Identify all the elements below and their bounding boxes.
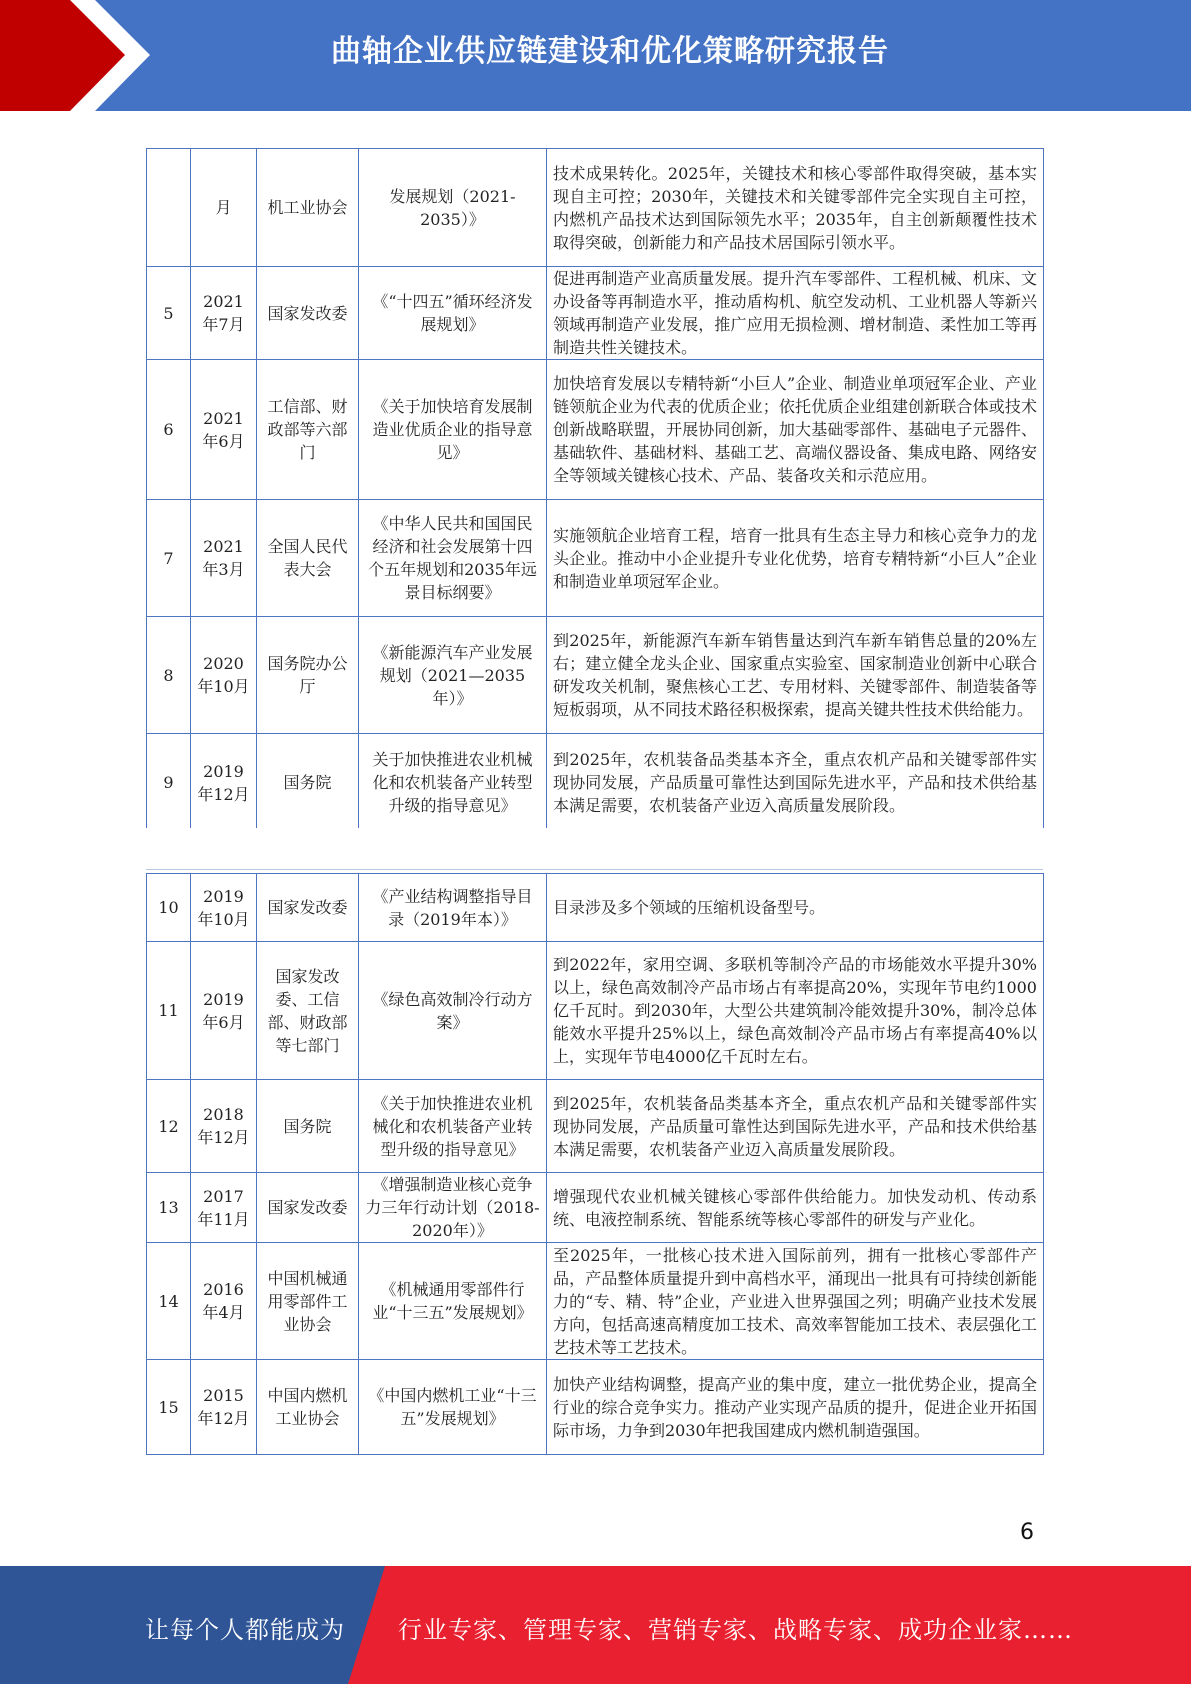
table-page-break: [140, 828, 1050, 860]
table-row: [147, 149, 1044, 267]
page-title: 曲轴企业供应链建设和优化策略研究报告: [331, 34, 889, 69]
policy-document: 《“十四五”循环经济发展规划》: [359, 267, 547, 360]
policy-document: 《关于加快推进农业机械化和农机装备产业转型升级的指导意见》: [359, 1080, 547, 1173]
release-date: 2019年6月: [191, 942, 257, 1080]
table-row: [147, 1243, 1044, 1360]
policy-content: 目录涉及多个领域的压缩机设备型号。: [547, 874, 1044, 942]
issuing-department: 国务院办公厅: [257, 617, 359, 734]
policy-content: 至2025年，一批核心技术进入国际前列，拥有一批核心零部件产品，产品整体质量提升到中高档水平，涌现出一批具有可持续创新能力的“专、精、特”企业，产业进入世界强国之列；明确产业技术发展方向，包括高速高精度加工技术、高效率智能加工技术、表层强化工艺技术等工艺技术。: [547, 1243, 1044, 1360]
issuing-department: 工信部、财政部等六部门: [257, 360, 359, 500]
policy-content: 到2025年，新能源汽车新车销售量达到汽车新车销售总量的20%左右；建立健全龙头企业、国家重点实验室、国家制造业创新中心联合研发攻关机制，聚焦核心工艺、专用材料、关键零部件、制造装备等短板弱项，从不同技术路径积极探索，提高关键共性技术供给能力。: [547, 617, 1044, 734]
table-row: [147, 360, 1044, 500]
row-number: 10: [147, 874, 191, 942]
row-number: 12: [147, 1080, 191, 1173]
policy-document: 《绿色高效制冷行动方案》: [359, 942, 547, 1080]
issuing-department: 国家发改委: [257, 267, 359, 360]
policy-content: 技术成果转化。2025年，关键技术和核心零部件取得突破，基本实现自主可控；2030年，关键技术和关键零部件完全实现自主可控，内燃机产品技术达到国际领先水平；2035年，自主创新颠覆性技术取得突破，创新能力和产品技术居国际引领水平。: [547, 149, 1044, 267]
policy-content: 到2025年，农机装备品类基本齐全，重点农机产品和关键零部件实现协同发展，产品质量可靠性达到国际先进水平，产品和技术供给基本满足需要，农机装备产业迈入高质量发展阶段。: [547, 734, 1044, 832]
issuing-department: 国家发改委: [257, 1173, 359, 1243]
policy-content: 到2022年，家用空调、多联机等制冷产品的市场能效水平提升30%以上，绿色高效制冷产品市场占有率提高20%，实现年节电约1000亿千瓦时。到2030年，大型公共建筑制冷能效提升30%，制冷总体能效水平提升25%以上，绿色高效制冷产品市场占有率提高40%以上，实现年节电4000亿千瓦时左右。: [547, 942, 1044, 1080]
release-date: 2016年4月: [191, 1243, 257, 1360]
issuing-department: 国务院: [257, 734, 359, 832]
policy-table-bottom: [146, 873, 1044, 1455]
issuing-department: 机工业协会: [257, 149, 359, 267]
divider: [146, 869, 1043, 870]
policy-document: 《增强制造业核心竞争力三年行动计划（2018-2020年）》: [359, 1173, 547, 1243]
issuing-department: 中国机械通用零部件工业协会: [257, 1243, 359, 1360]
footer-slogan-right: 行业专家、管理专家、营销专家、战略专家、成功企业家……: [398, 1616, 1073, 1644]
release-date: 2018年12月: [191, 1080, 257, 1173]
release-date: 2021年7月: [191, 267, 257, 360]
header-chevron-icon: [0, 0, 160, 111]
policy-table-top: [146, 148, 1044, 832]
issuing-department: 中国内燃机工业协会: [257, 1360, 359, 1455]
row-number: 8: [147, 617, 191, 734]
policy-document: 《机械通用零部件行业“十三五”发展规划》: [359, 1243, 547, 1360]
table-row: [147, 734, 1044, 832]
page-number: 6: [1020, 1520, 1034, 1545]
issuing-department: 国家发改委、工信部、财政部等七部门: [257, 942, 359, 1080]
table-row: [147, 874, 1044, 942]
row-number: 6: [147, 360, 191, 500]
release-date: 2021年6月: [191, 360, 257, 500]
row-number: 11: [147, 942, 191, 1080]
policy-document: 《关于加快培育发展制造业优质企业的指导意见》: [359, 360, 547, 500]
policy-content: 到2025年，农机装备品类基本齐全，重点农机产品和关键零部件实现协同发展，产品质量可靠性达到国际先进水平，产品和技术供给基本满足需要，农机装备产业迈入高质量发展阶段。: [547, 1080, 1044, 1173]
release-date: 2015年12月: [191, 1360, 257, 1455]
policy-document: 关于加快推进农业机械化和农机装备产业转型升级的指导意见》: [359, 734, 547, 832]
policy-document: 发展规划（2021-2035）》: [359, 149, 547, 267]
row-number: 14: [147, 1243, 191, 1360]
row-number: 9: [147, 734, 191, 832]
row-number: 13: [147, 1173, 191, 1243]
row-number: [147, 149, 191, 267]
policy-document: 《中国内燃机工业“十三五”发展规划》: [359, 1360, 547, 1455]
release-date: 2017年11月: [191, 1173, 257, 1243]
table-row: [147, 1080, 1044, 1173]
policy-content: 加快产业结构调整，提高产业的集中度，建立一批优势企业，提高全行业的综合竞争实力。推动产业实现产品质的提升，促进企业开拓国际市场，力争到2030年把我国建成内燃机制造强国。: [547, 1360, 1044, 1455]
row-number: 15: [147, 1360, 191, 1455]
table-row: [147, 942, 1044, 1080]
policy-content: 促进再制造产业高质量发展。提升汽车零部件、工程机械、机床、文办设备等再制造水平，推动盾构机、航空发动机、工业机器人等新兴领域再制造产业发展，推广应用无损检测、增材制造、柔性加工等再制造共性关键技术。: [547, 267, 1044, 360]
policy-content: 增强现代农业机械关键核心零部件供给能力。加快发动机、传动系统、电液控制系统、智能系统等核心零部件的研发与产业化。: [547, 1173, 1044, 1243]
issuing-department: 国家发改委: [257, 874, 359, 942]
release-date: 月: [191, 149, 257, 267]
policy-content: 加快培育发展以专精特新“小巨人”企业、制造业单项冠军企业、产业链领航企业为代表的优质企业；依托优质企业组建创新联合体或技术创新战略联盟，开展协同创新，加大基础零部件、基础电子元器件、基础软件、基础材料、基础工艺、高端仪器设备、集成电路、网络安全等领域关键核心技术、产品、装备攻关和示范应用。: [547, 360, 1044, 500]
policy-document: 《产业结构调整指导目录（2019年本）》: [359, 874, 547, 942]
footer-slogan-left: 让每个人都能成为: [145, 1616, 345, 1644]
table-row: [147, 500, 1044, 617]
table-row: [147, 267, 1044, 360]
issuing-department: 国务院: [257, 1080, 359, 1173]
policy-content: 实施领航企业培育工程，培育一批具有生态主导力和核心竞争力的龙头企业。推动中小企业提升专业化优势，培育专精特新“小巨人”企业和制造业单项冠军企业。: [547, 500, 1044, 617]
table-row: [147, 1360, 1044, 1455]
issuing-department: 全国人民代表大会: [257, 500, 359, 617]
policy-document: 《新能源汽车产业发展规划（2021—2035年）》: [359, 617, 547, 734]
row-number: 5: [147, 267, 191, 360]
table-row: [147, 617, 1044, 734]
row-number: 7: [147, 500, 191, 617]
table-row: [147, 1173, 1044, 1243]
release-date: 2019年10月: [191, 874, 257, 942]
release-date: 2021年3月: [191, 500, 257, 617]
release-date: 2020年10月: [191, 617, 257, 734]
release-date: 2019年12月: [191, 734, 257, 832]
policy-document: 《中华人民共和国国民经济和社会发展第十四个五年规划和2035年远景目标纲要》: [359, 500, 547, 617]
